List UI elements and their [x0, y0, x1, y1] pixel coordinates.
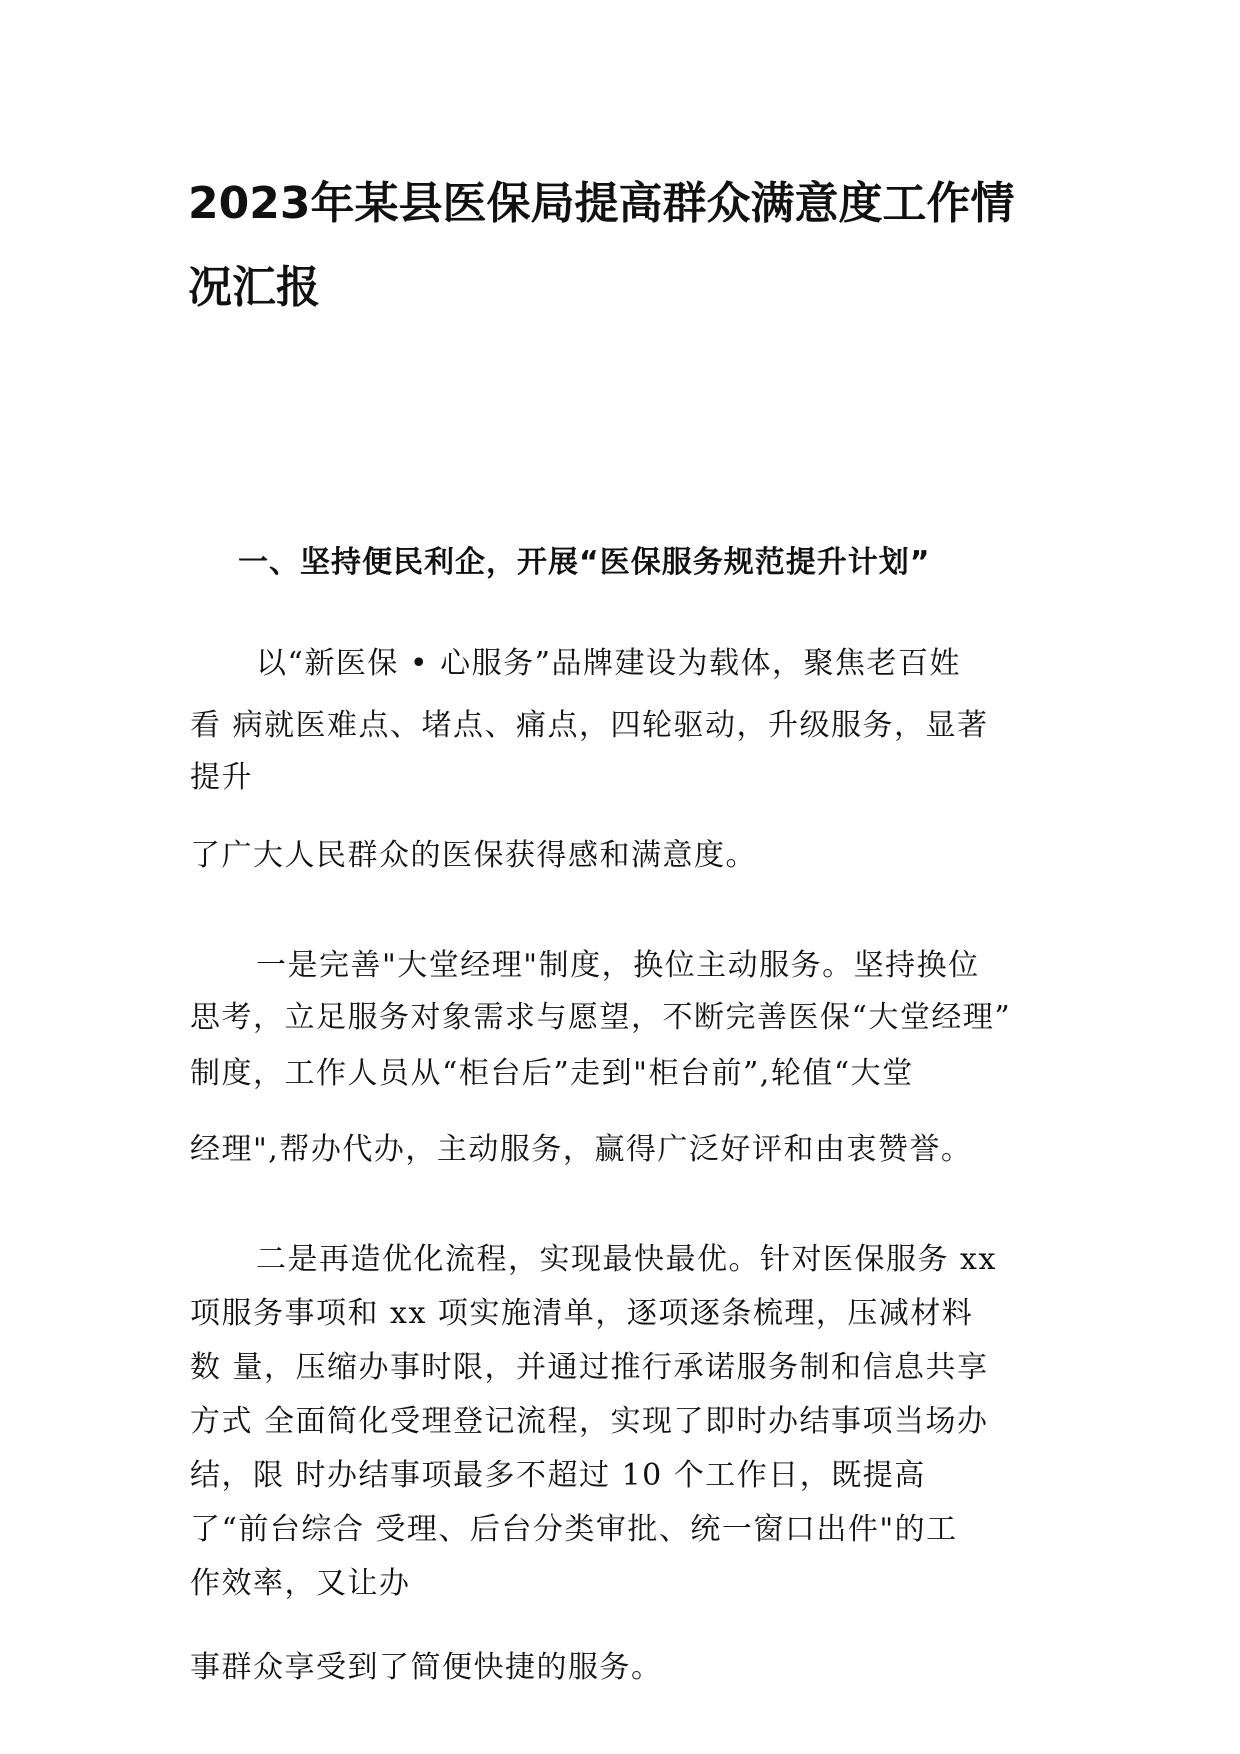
- para3-line-4: 方式 全面简化受理登记流程，实现了即时办结事项当场办: [190, 1404, 989, 1439]
- para1-line-3: 提升: [190, 760, 253, 795]
- para2-line-2: 思考，立足服务对象需求与愿望，不断完善医保“大堂经理”: [190, 1000, 1012, 1035]
- title-line-2: 况汇报: [188, 262, 320, 313]
- para3-line-6: 了“前台综合 受理、后台分类审批、统一窗口出件"的工: [190, 1512, 958, 1547]
- section-heading-1: 一、坚持便民利企，开展“医保服务规范提升计划”: [238, 545, 931, 580]
- para1-line-1: 以“新医保 • 心服务”品牌建设为载体，聚焦老百姓: [256, 646, 961, 681]
- document-title: [188, 178, 1068, 313]
- para2-line-3: 制度，工作人员从“柜台后”走到"柜台前”,轮值“大堂: [190, 1056, 914, 1091]
- title-line-1: 2023年某县医保局提高群众满意度工作情: [188, 178, 1015, 229]
- para3-line-3: 数 量，压缩办事时限，并通过推行承诺服务制和信息共享: [190, 1350, 989, 1385]
- para3-line-5: 结，限 时办结事项最多不超过 10 个工作日，既提高: [190, 1458, 926, 1493]
- para3-line-7: 作效率，又让办: [190, 1566, 411, 1601]
- para2-line-1: 一是完善"大堂经理"制度，换位主动服务。坚持换位: [256, 948, 980, 983]
- para2-line-4: 经理",帮办代办，主动服务，赢得广泛好评和由衷赞誉。: [190, 1132, 973, 1167]
- para3-line-1: 二是再造优化流程，实现最快最优。针对医保服务 xx: [256, 1242, 997, 1277]
- para3-line-8: 事群众享受到了简便快捷的服务。: [190, 1650, 663, 1685]
- para1-line-2: 看 病就医难点、堵点、痛点，四轮驱动，升级服务，显著: [190, 708, 989, 743]
- para3-line-2: 项服务事项和 xx 项实施清单，逐项逐条梳理，压减材料: [190, 1296, 974, 1331]
- para1-line-4: 了广大人民群众的医保获得感和满意度。: [190, 838, 757, 873]
